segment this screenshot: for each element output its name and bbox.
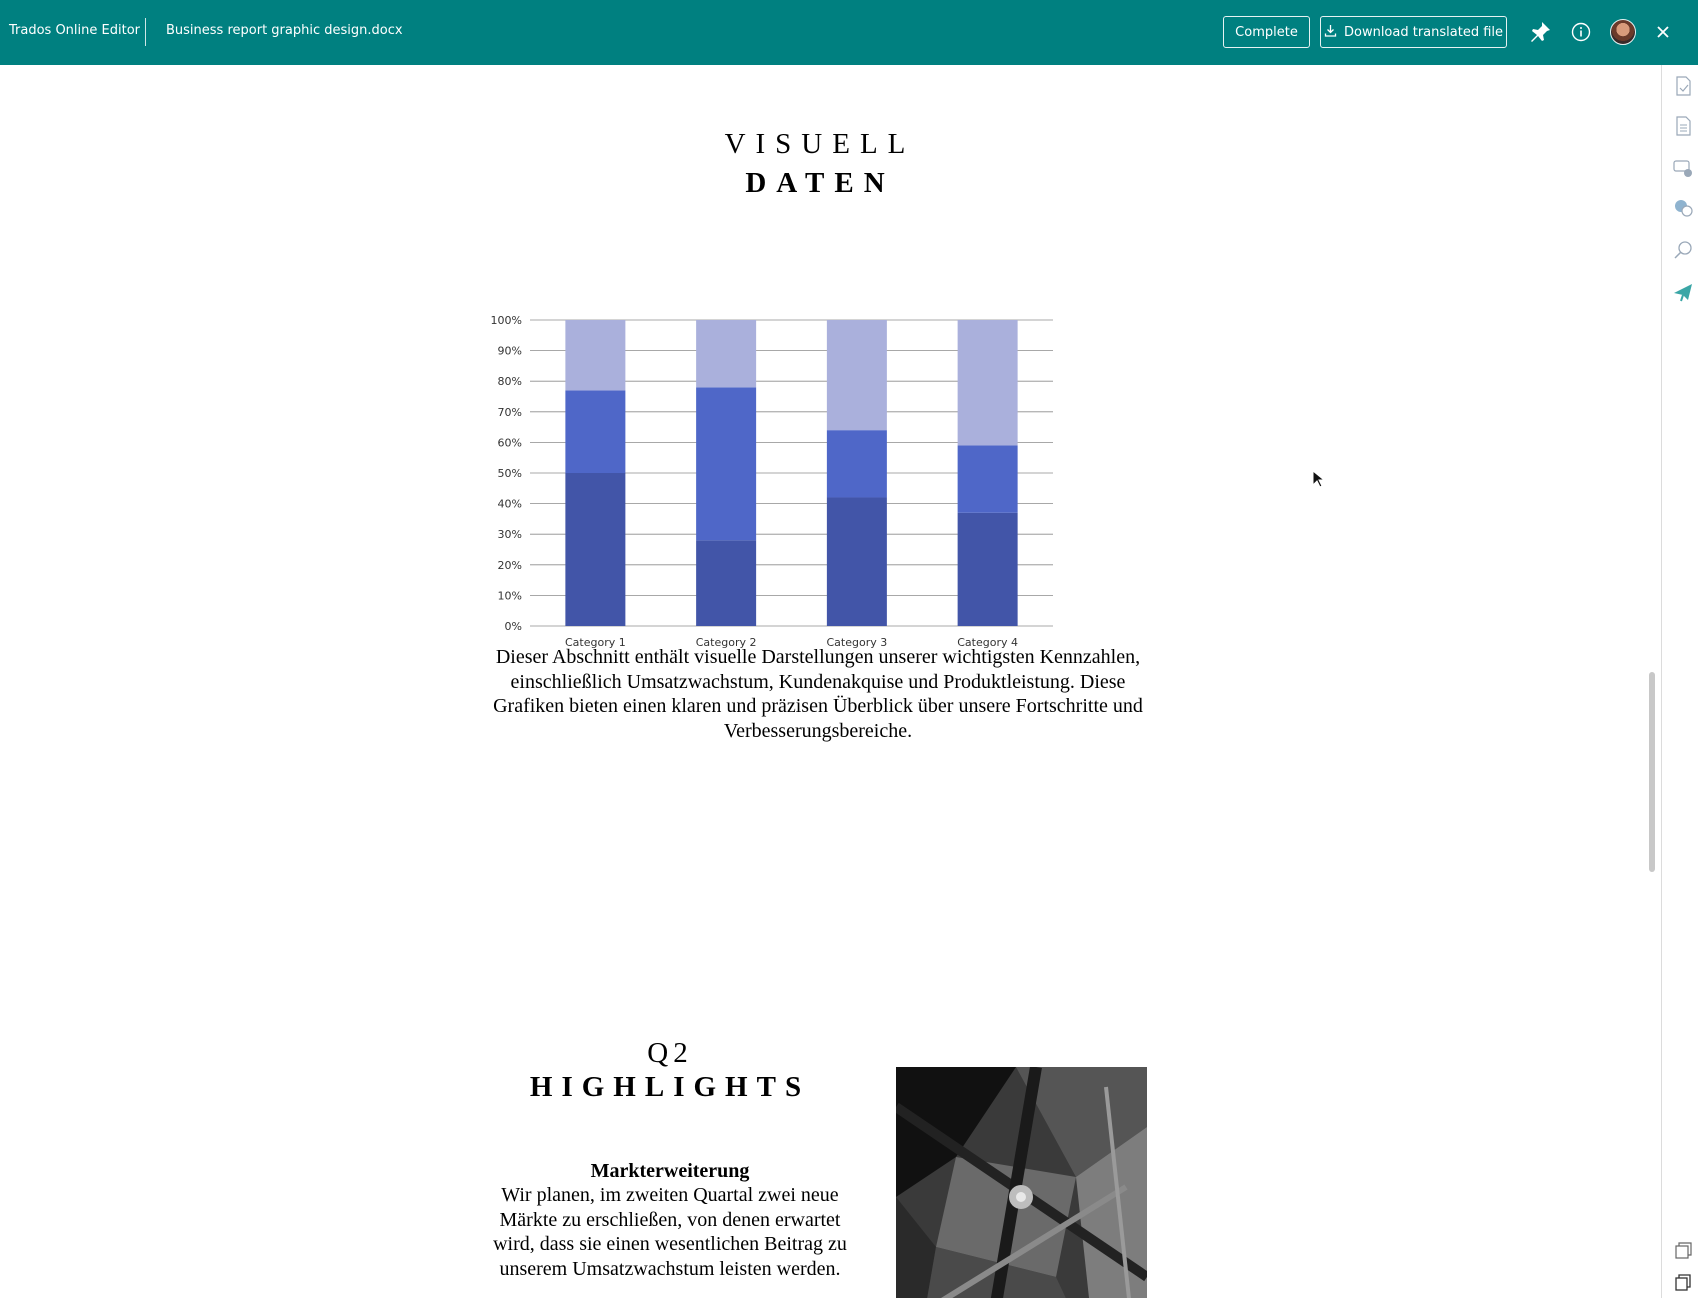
y-tick-label: 60% xyxy=(497,436,522,450)
bar-segment xyxy=(958,320,1018,445)
close-icon[interactable] xyxy=(1650,19,1676,45)
stacked-bar-chart xyxy=(480,242,1160,682)
messages-icon[interactable] xyxy=(1672,197,1694,219)
bar-segment xyxy=(565,390,625,473)
bar-segment xyxy=(958,513,1018,626)
scrollbar-thumb[interactable] xyxy=(1649,672,1655,872)
trados-icon[interactable] xyxy=(1672,281,1694,303)
y-tick-label: 80% xyxy=(497,375,522,389)
bar-segment xyxy=(958,445,1018,512)
window-icon[interactable] xyxy=(1672,1240,1694,1262)
market-expansion-paragraph: Wir planen, im zweiten Quartal zwei neue Märkte zu erschließen, von denen erwartet wird, dass sie einen wesentlichen Beitrag zu unserem Umsatzwachstum leisten werden. xyxy=(493,1184,847,1280)
pin-icon[interactable] xyxy=(1527,19,1553,45)
document-title: Business report graphic design.docx xyxy=(166,23,403,38)
x-tick-label: Category 4 xyxy=(957,636,1018,649)
bar-segment xyxy=(565,320,625,390)
section-heading-line2: DATEN xyxy=(745,167,895,199)
download-button-label: Download translated file xyxy=(1343,24,1504,40)
avatar[interactable] xyxy=(1610,19,1636,45)
bar-segment xyxy=(696,540,756,626)
x-tick-label: Category 3 xyxy=(826,636,888,649)
y-tick-label: 50% xyxy=(497,467,522,480)
y-tick-label: 40% xyxy=(497,497,522,511)
q2-heading-line1: Q2 xyxy=(647,1037,693,1069)
app-title: Trados Online Editor xyxy=(9,23,140,38)
x-tick-label: Category 1 xyxy=(565,636,626,649)
complete-button[interactable] xyxy=(1223,16,1310,48)
download-icon xyxy=(1324,24,1337,41)
section-paragraph: Dieser Abschnitt enthält visuelle Darstellungen unserer wichtigsten Kennzahlen, einschließlich Umsatzwachstum, Kundenakquise und Produktleistung. Diese Grafiken bieten einen klaren und präzisen Überblick über unsere Fortschritte und Verbesserungsbereiche. xyxy=(493,646,1143,742)
download-translated-file-button[interactable] xyxy=(1320,16,1507,48)
bar-segment xyxy=(827,430,887,497)
document-canvas xyxy=(0,65,1645,1298)
y-tick-label: 90% xyxy=(497,344,522,358)
document-check-icon[interactable] xyxy=(1672,75,1694,97)
y-tick-label: 20% xyxy=(497,558,522,572)
bar-segment xyxy=(827,497,887,626)
right-toolbar xyxy=(1661,65,1698,1298)
y-tick-label: 30% xyxy=(497,528,522,542)
x-tick-label: Category 2 xyxy=(695,636,757,649)
bar-segment xyxy=(565,473,625,626)
search-icon[interactable] xyxy=(1672,239,1694,261)
title-divider xyxy=(145,18,146,46)
y-tick-label: 0% xyxy=(504,620,522,633)
document-icon[interactable] xyxy=(1672,115,1694,137)
market-expansion-heading: Markterweiterung xyxy=(590,1160,750,1182)
y-tick-label: 100% xyxy=(490,314,522,327)
document-photo xyxy=(896,1067,1147,1298)
bar-segment xyxy=(696,387,756,540)
bar-segment xyxy=(696,320,756,387)
info-icon[interactable] xyxy=(1568,19,1594,45)
pages-icon[interactable] xyxy=(1672,1271,1694,1293)
section-heading-line1: VISUELL xyxy=(724,128,916,160)
y-tick-label: 70% xyxy=(497,405,522,419)
y-tick-label: 10% xyxy=(497,589,522,603)
q2-heading-line2: HIGHLIGHTS xyxy=(529,1071,811,1103)
top-bar xyxy=(0,0,1698,65)
complete-button-label: Complete xyxy=(1235,24,1298,40)
bar-segment xyxy=(827,320,887,430)
mouse-cursor xyxy=(1312,470,1324,488)
comments-icon[interactable] xyxy=(1672,157,1694,179)
